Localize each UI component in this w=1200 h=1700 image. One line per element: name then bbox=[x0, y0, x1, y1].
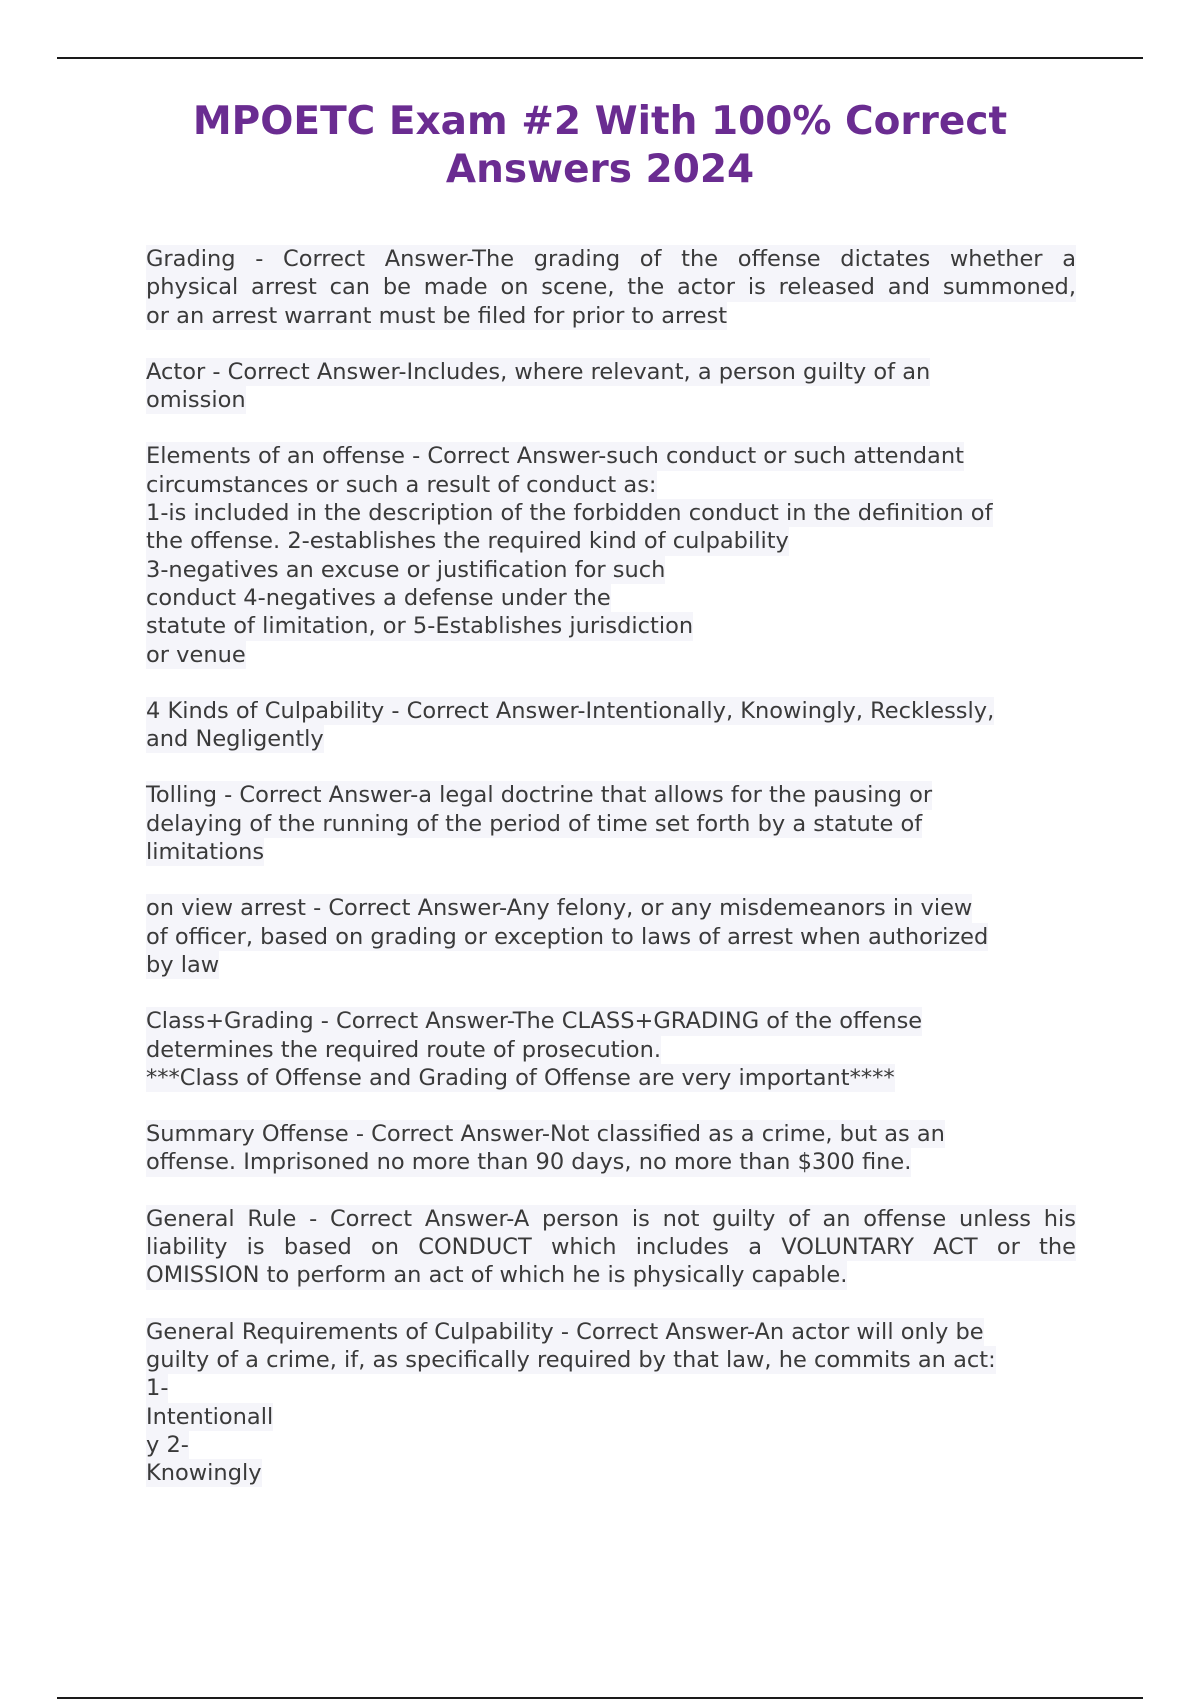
text-line: guilty of a crime, if, as specifically required by that law, he commits an act: bbox=[146, 1346, 996, 1373]
qa-tolling bbox=[146, 781, 1076, 866]
text-line: omission bbox=[146, 387, 246, 414]
text-line: 1-is included in the description of the forbidden conduct in the definition of bbox=[146, 500, 993, 527]
text-line: the offense. 2-establishes the required kind of culpability bbox=[146, 528, 789, 555]
text-line: liability is based on CONDUCT which includes a VOLUNTARY ACT or the bbox=[146, 1234, 1076, 1261]
text-line: circumstances or such a result of conduct as: bbox=[146, 471, 657, 498]
qa-actor bbox=[146, 358, 1076, 415]
qa-class-grading bbox=[146, 1007, 1076, 1092]
text-line: Grading - Correct Answer-The grading of the offense dictates whether a bbox=[146, 246, 1076, 272]
qa-elements-of-an-offense bbox=[146, 442, 1076, 668]
text-line: or venue bbox=[146, 641, 246, 668]
text-line: delaying of the running of the period of time set forth by a statute of bbox=[146, 810, 923, 837]
qa-on-view-arrest bbox=[146, 894, 1076, 979]
text-line: physical arrest can be made on scene, the actor is released and summoned, bbox=[146, 274, 1076, 301]
text-line: offense. Imprisoned no more than 90 days, no more than $300 fine. bbox=[146, 1149, 912, 1176]
text-line: of officer, based on grading or exception to laws of arrest when authorized bbox=[146, 923, 989, 950]
text-line: 3-negatives an excuse or justification for such bbox=[146, 556, 666, 583]
text-line: conduct 4-negatives a defense under the bbox=[146, 584, 611, 611]
text-line: and Negligently bbox=[146, 726, 324, 753]
text-line: Elements of an offense - Correct Answer-such conduct or such attendant bbox=[146, 443, 964, 470]
text-line: 1- bbox=[146, 1375, 169, 1402]
qa-kinds-of-culpability bbox=[146, 697, 1076, 754]
qa-general-requirements-of-culpability bbox=[146, 1318, 1076, 1488]
text-line: General Rule - Correct Answer-A person is not guilty of an offense unless his bbox=[146, 1205, 1076, 1232]
text-line: limitations bbox=[146, 839, 265, 866]
text-line: OMISSION to perform an act of which he is physically capable. bbox=[146, 1262, 848, 1289]
text-line: ***Class of Offense and Grading of Offense are very important**** bbox=[146, 1064, 895, 1091]
text-line: on view arrest - Correct Answer-Any felony, or any misdemeanors in view bbox=[146, 895, 973, 922]
text-line: Actor - Correct Answer-Includes, where relevant, a person guilty of an bbox=[146, 358, 931, 385]
bottom-rule bbox=[57, 1697, 1143, 1699]
qa-general-rule bbox=[146, 1205, 1076, 1290]
top-rule bbox=[57, 57, 1143, 59]
text-line: Class+Grading - Correct Answer-The CLASS+GRADING of the offense bbox=[146, 1008, 923, 1035]
text-line: Summary Offense - Correct Answer-Not classified as a crime, but as an bbox=[146, 1121, 945, 1148]
text-line: 4 Kinds of Culpability - Correct Answer-Intentionally, Knowingly, Recklessly, bbox=[146, 697, 995, 724]
qa-summary-offense bbox=[146, 1120, 1076, 1177]
qa-grading bbox=[146, 245, 1076, 330]
text-line: by law bbox=[146, 951, 220, 978]
text-line: General Requirements of Culpability - Correct Answer-An actor will only be bbox=[146, 1318, 984, 1345]
text-line: statute of limitation, or 5-Establishes jurisdiction bbox=[146, 613, 694, 640]
text-line: Tolling - Correct Answer-a legal doctrine that allows for the pausing or bbox=[146, 782, 933, 809]
text-line: Intentionall bbox=[146, 1403, 274, 1430]
text-line: Knowingly bbox=[146, 1460, 262, 1487]
text-line: y 2- bbox=[146, 1431, 189, 1458]
text-line: or an arrest warrant must be filed for prior to arrest bbox=[146, 302, 728, 329]
text-line: determines the required route of prosecution. bbox=[146, 1036, 661, 1063]
document-body bbox=[146, 245, 1076, 1515]
document-title: MPOETC Exam #2 With 100% Correct Answers 2024 bbox=[192, 99, 1008, 192]
